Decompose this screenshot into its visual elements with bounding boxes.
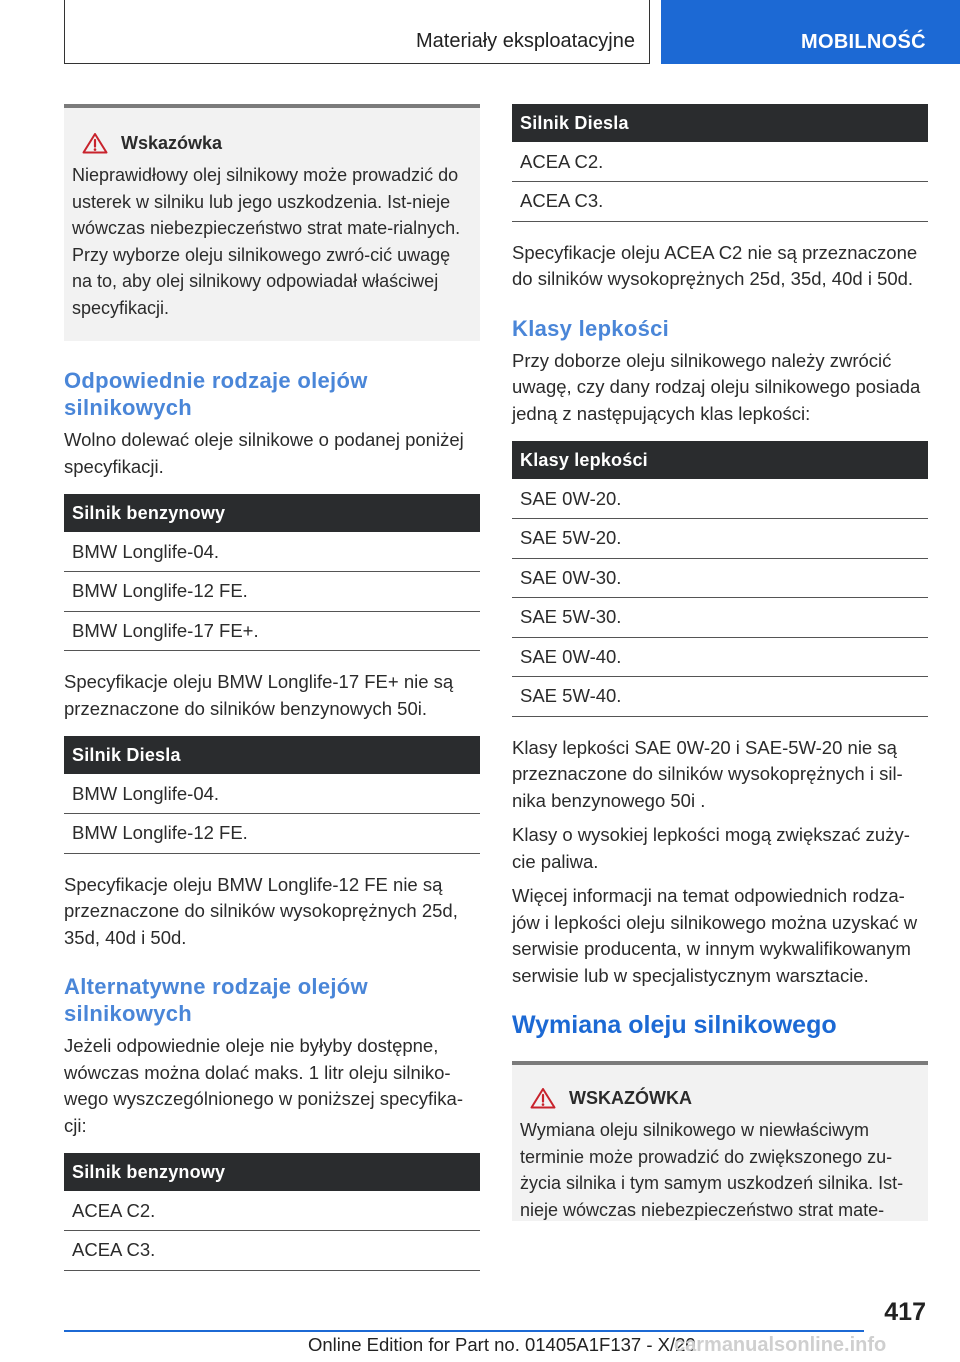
table-cell: ACEA C2. — [512, 142, 928, 182]
table-cell: ACEA C3. — [64, 1231, 480, 1271]
table-cell: BMW Longlife-17 FE+. — [64, 611, 480, 651]
table-diesel-suitable — [64, 736, 480, 854]
table-row — [64, 1191, 480, 1231]
table-cell: BMW Longlife-04. — [64, 774, 480, 814]
table-row — [512, 479, 928, 519]
table-cell: SAE 5W-30. — [512, 598, 928, 638]
table-cell: SAE 5W-40. — [512, 677, 928, 717]
table-cell: BMW Longlife-04. — [64, 532, 480, 572]
watermark: carmanualsonline.info — [674, 1334, 887, 1356]
oil-change-warning-note — [512, 1061, 928, 1221]
table-diesel-alternative — [512, 104, 928, 222]
petrol-suitable-note: Specyfikacje oleju BMW Longlife-17 FE+ nie są przeznaczone do silników benzynowych 50i. — [64, 671, 454, 719]
table-row — [512, 182, 928, 222]
table-cell: SAE 0W-20. — [512, 479, 928, 519]
table-cell: SAE 5W-20. — [512, 519, 928, 559]
viscosity-para-3: Więcej informacji na temat odpowiednich rodza-jów i lepkości oleju silnikowego można uzyskać w serwisie producenta, w innym wykwalifikowanym serwisie lub w specjalistycznym warsztacie. — [512, 885, 918, 986]
viscosity-para-1: Klasy lepkości SAE 0W-20 i SAE-5W-20 nie są przeznaczone do silników wysokoprężnych i sil-nika benzynowego 50i . — [512, 736, 903, 811]
section-heading-suitable-oils: Odpowiednie rodzaje olejów silnikowych — [64, 368, 368, 420]
warning-note-heading: Wskazówka — [121, 132, 223, 153]
page-header — [0, 0, 960, 66]
section-heading-alternative-oils: Alternatywne rodzaje olejów silnikowych — [64, 974, 368, 1026]
table-row — [512, 519, 928, 559]
table-row — [64, 611, 480, 651]
viscosity-para-2: Klasy o wysokiej lepkości mogą zwiększać zuży-cie paliwa. — [512, 824, 910, 872]
table-row — [512, 558, 928, 598]
table-row — [512, 598, 928, 638]
table-header: Silnik benzynowy — [64, 1153, 480, 1191]
table-row — [64, 532, 480, 572]
alternative-oils-intro: Jeżeli odpowiednie oleje nie byłyby dostępne, wówczas można dolać maks. 1 litr oleju silniko-wego wyszczególnionego w poniższej specyfika-cji: — [64, 1035, 463, 1136]
table-row — [512, 142, 928, 182]
table-header: Klasy lepkości — [512, 441, 928, 479]
table-header: Silnik Diesla — [64, 736, 480, 774]
warning-note-text: Nieprawidłowy olej silnikowy może prowadzić do usterek w silniku lub jego uszkodzenia. Ist-nieje wówczas niebezpieczeństwo strat mate-rialnych. Przy wyborze oleju silnikowego zwró-cić uwagę na to, aby olej silnikowy odpowiadał właściwej specyfikacji. — [72, 165, 461, 318]
table-cell: SAE 0W-40. — [512, 637, 928, 677]
right-column — [512, 104, 928, 1221]
warning-note — [64, 104, 480, 341]
table-header: Silnik Diesla — [512, 104, 928, 142]
table-cell: BMW Longlife-12 FE. — [64, 572, 480, 612]
table-row — [64, 1231, 480, 1271]
footer-divider — [64, 1330, 864, 1332]
header-section-box — [64, 0, 650, 64]
table-header: Silnik benzynowy — [64, 494, 480, 532]
page-number: 417 — [884, 1298, 926, 1326]
suitable-oils-intro: Wolno dolewać oleje silnikowe o podanej poniżej specyfikacji. — [64, 429, 464, 477]
warning-note-title — [520, 1087, 920, 1109]
left-column — [64, 104, 480, 1289]
table-row — [512, 677, 928, 717]
table-row — [512, 637, 928, 677]
warning-triangle-icon — [530, 1087, 556, 1109]
diesel-suitable-note: Specyfikacje oleju BMW Longlife-12 FE nie są przeznaczone do silników wysokoprężnych 25d, 35d, 40d i 50d. — [64, 873, 458, 948]
table-cell: SAE 0W-30. — [512, 558, 928, 598]
table-cell: ACEA C3. — [512, 182, 928, 222]
chapter-tab[interactable] — [661, 0, 960, 64]
warning-triangle-icon — [82, 132, 108, 154]
table-row — [64, 572, 480, 612]
warning-note-title — [72, 132, 472, 154]
edition-info: Online Edition for Part no. 01405A1F137 - X/20 — [308, 1334, 696, 1355]
table-petrol-suitable — [64, 494, 480, 651]
diesel-alternative-note: Specyfikacje oleju ACEA C2 nie są przeznaczone do silników wysokoprężnych 25d, 35d, 40d i 50d. — [512, 241, 918, 289]
table-petrol-alternative — [64, 1153, 480, 1271]
section-title: Materiały eksploatacyjne — [416, 30, 635, 52]
warning-note-text: Wymiana oleju silnikowego w niewłaściwym terminie może prowadzić do zwiększonego zu-życia silnika i tym samym uszkodzeń silnika. Ist-nieje wówczas niebezpieczeństwo strat mate- — [520, 1120, 904, 1220]
warning-note-heading: WSKAZÓWKA — [569, 1087, 692, 1108]
chapter-label: MOBILNOŚĆ — [801, 31, 926, 53]
table-row — [64, 814, 480, 854]
section-heading-oil-change: Wymiana oleju silnikowego — [512, 1011, 837, 1039]
table-cell: BMW Longlife-12 FE. — [64, 814, 480, 854]
section-heading-viscosity: Klasy lepkości — [512, 315, 670, 341]
table-viscosity — [512, 441, 928, 717]
viscosity-intro: Przy doborze oleju silnikowego należy zwrócić uwagę, czy dany rodzaj oleju silnikowego posiada jedną z następujących klas lepkości: — [512, 349, 921, 424]
table-row — [64, 774, 480, 814]
table-cell: ACEA C2. — [64, 1191, 480, 1231]
